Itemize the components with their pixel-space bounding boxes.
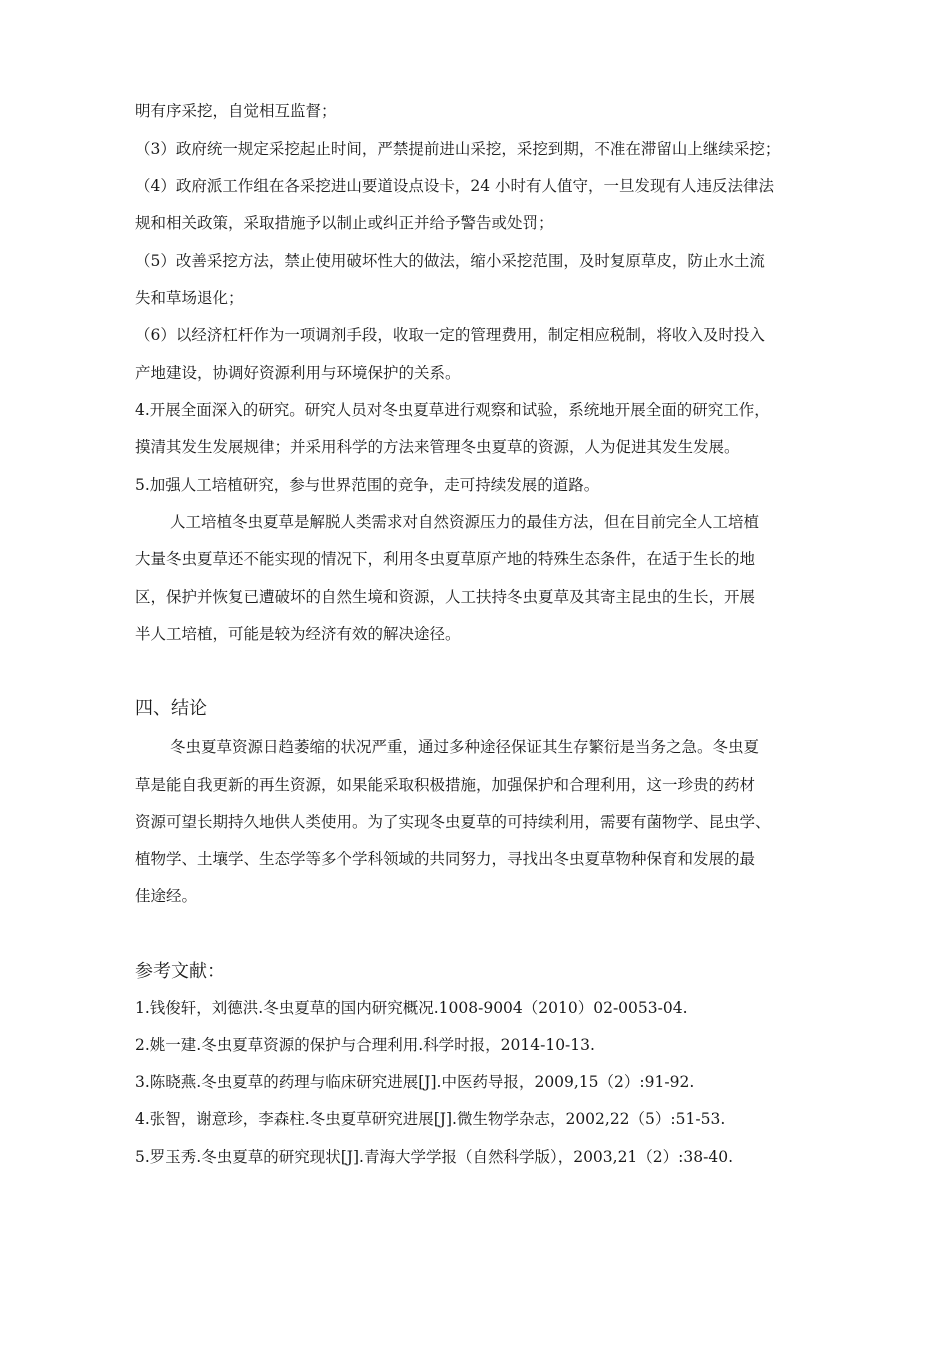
body-line: （5）改善采挖方法，禁止使用破坏性大的做法，缩小采挖范围，及时复原草皮，防止水土流 xyxy=(135,252,765,270)
reference-item: 5.罗玉秀.冬虫夏草的研究现状[J].青海大学学报（自然科学版），2003,21（2）:38-40. xyxy=(135,1148,733,1166)
paragraph-line: 佳途经。 xyxy=(135,887,198,905)
paragraph-line: 人工培植冬虫夏草是解脱人类需求对自然资源压力的最佳方法，但在目前完全人工培植 xyxy=(170,513,760,531)
section-heading-references: 参考文献： xyxy=(135,961,225,982)
section-heading-conclusion: 四、结论 xyxy=(135,698,207,719)
body-line: 产地建设，协调好资源利用与环境保护的关系。 xyxy=(135,364,461,382)
body-line: （3）政府统一规定采挖起止时间，严禁提前进山采挖，采挖到期，不准在滞留山上继续采挖； xyxy=(135,140,781,158)
paragraph-line: 草是能自我更新的再生资源，如果能采取积极措施，加强保护和合理利用，这一珍贵的药材 xyxy=(135,776,756,794)
paragraph-line: 植物学、土壤学、生态学等多个学科领域的共同努力，寻找出冬虫夏草物种保育和发展的最 xyxy=(135,850,756,868)
paragraph-line: 资源可望长期持久地供人类使用。为了实现冬虫夏草的可持续利用，需要有菌物学、昆虫学、 xyxy=(135,813,771,831)
paragraph-line: 区，保护并恢复已遭破坏的自然生境和资源，人工扶持冬虫夏草及其寄主昆虫的生长，开展 xyxy=(135,588,756,606)
body-line: 规和相关政策，采取措施予以制止或纠正并给予警告或处罚； xyxy=(135,214,554,232)
body-line: 失和草场退化； xyxy=(135,289,244,307)
body-line: 摸清其发生发展规律；并采用科学的方法来管理冬虫夏草的资源，人为促进其发生发展。 xyxy=(135,438,740,456)
reference-item: 2.姚一建.冬虫夏草资源的保护与合理利用.科学时报，2014-10-13. xyxy=(135,1036,595,1054)
body-line: 5.加强人工培植研究，参与世界范围的竞争，走可持续发展的道路。 xyxy=(135,476,600,494)
body-line: 明有序采挖，自觉相互监督； xyxy=(135,102,337,120)
paragraph-line: 半人工培植，可能是较为经济有效的解决途径。 xyxy=(135,625,461,643)
paragraph-line: 冬虫夏草资源日趋萎缩的状况严重，通过多种途径保证其生存繁衍是当务之急。冬虫夏 xyxy=(170,738,760,756)
body-line: （6）以经济杠杆作为一项调剂手段，收取一定的管理费用，制定相应税制，将收入及时投入 xyxy=(135,326,765,344)
reference-item: 4.张智，谢意珍，李森柱.冬虫夏草研究进展[J].微生物学杂志，2002,22（5）:51-53. xyxy=(135,1110,726,1128)
reference-item: 1.钱俊轩，刘德洪.冬虫夏草的国内研究概况.1008-9004（2010）02-0053-04. xyxy=(135,999,688,1017)
body-line: 4.开展全面深入的研究。研究人员对冬虫夏草进行观察和试验，系统地开展全面的研究工作， xyxy=(135,401,770,419)
reference-item: 3.陈晓燕.冬虫夏草的药理与临床研究进展[J].中医药导报，2009,15（2）:91-92. xyxy=(135,1073,695,1091)
paragraph-line: 大量冬虫夏草还不能实现的情况下，利用冬虫夏草原产地的特殊生态条件，在适于生长的地 xyxy=(135,550,756,568)
body-line: （4）政府派工作组在各采挖进山要道设点设卡，24 小时有人值守，一旦发现有人违反法律法 xyxy=(135,177,775,195)
